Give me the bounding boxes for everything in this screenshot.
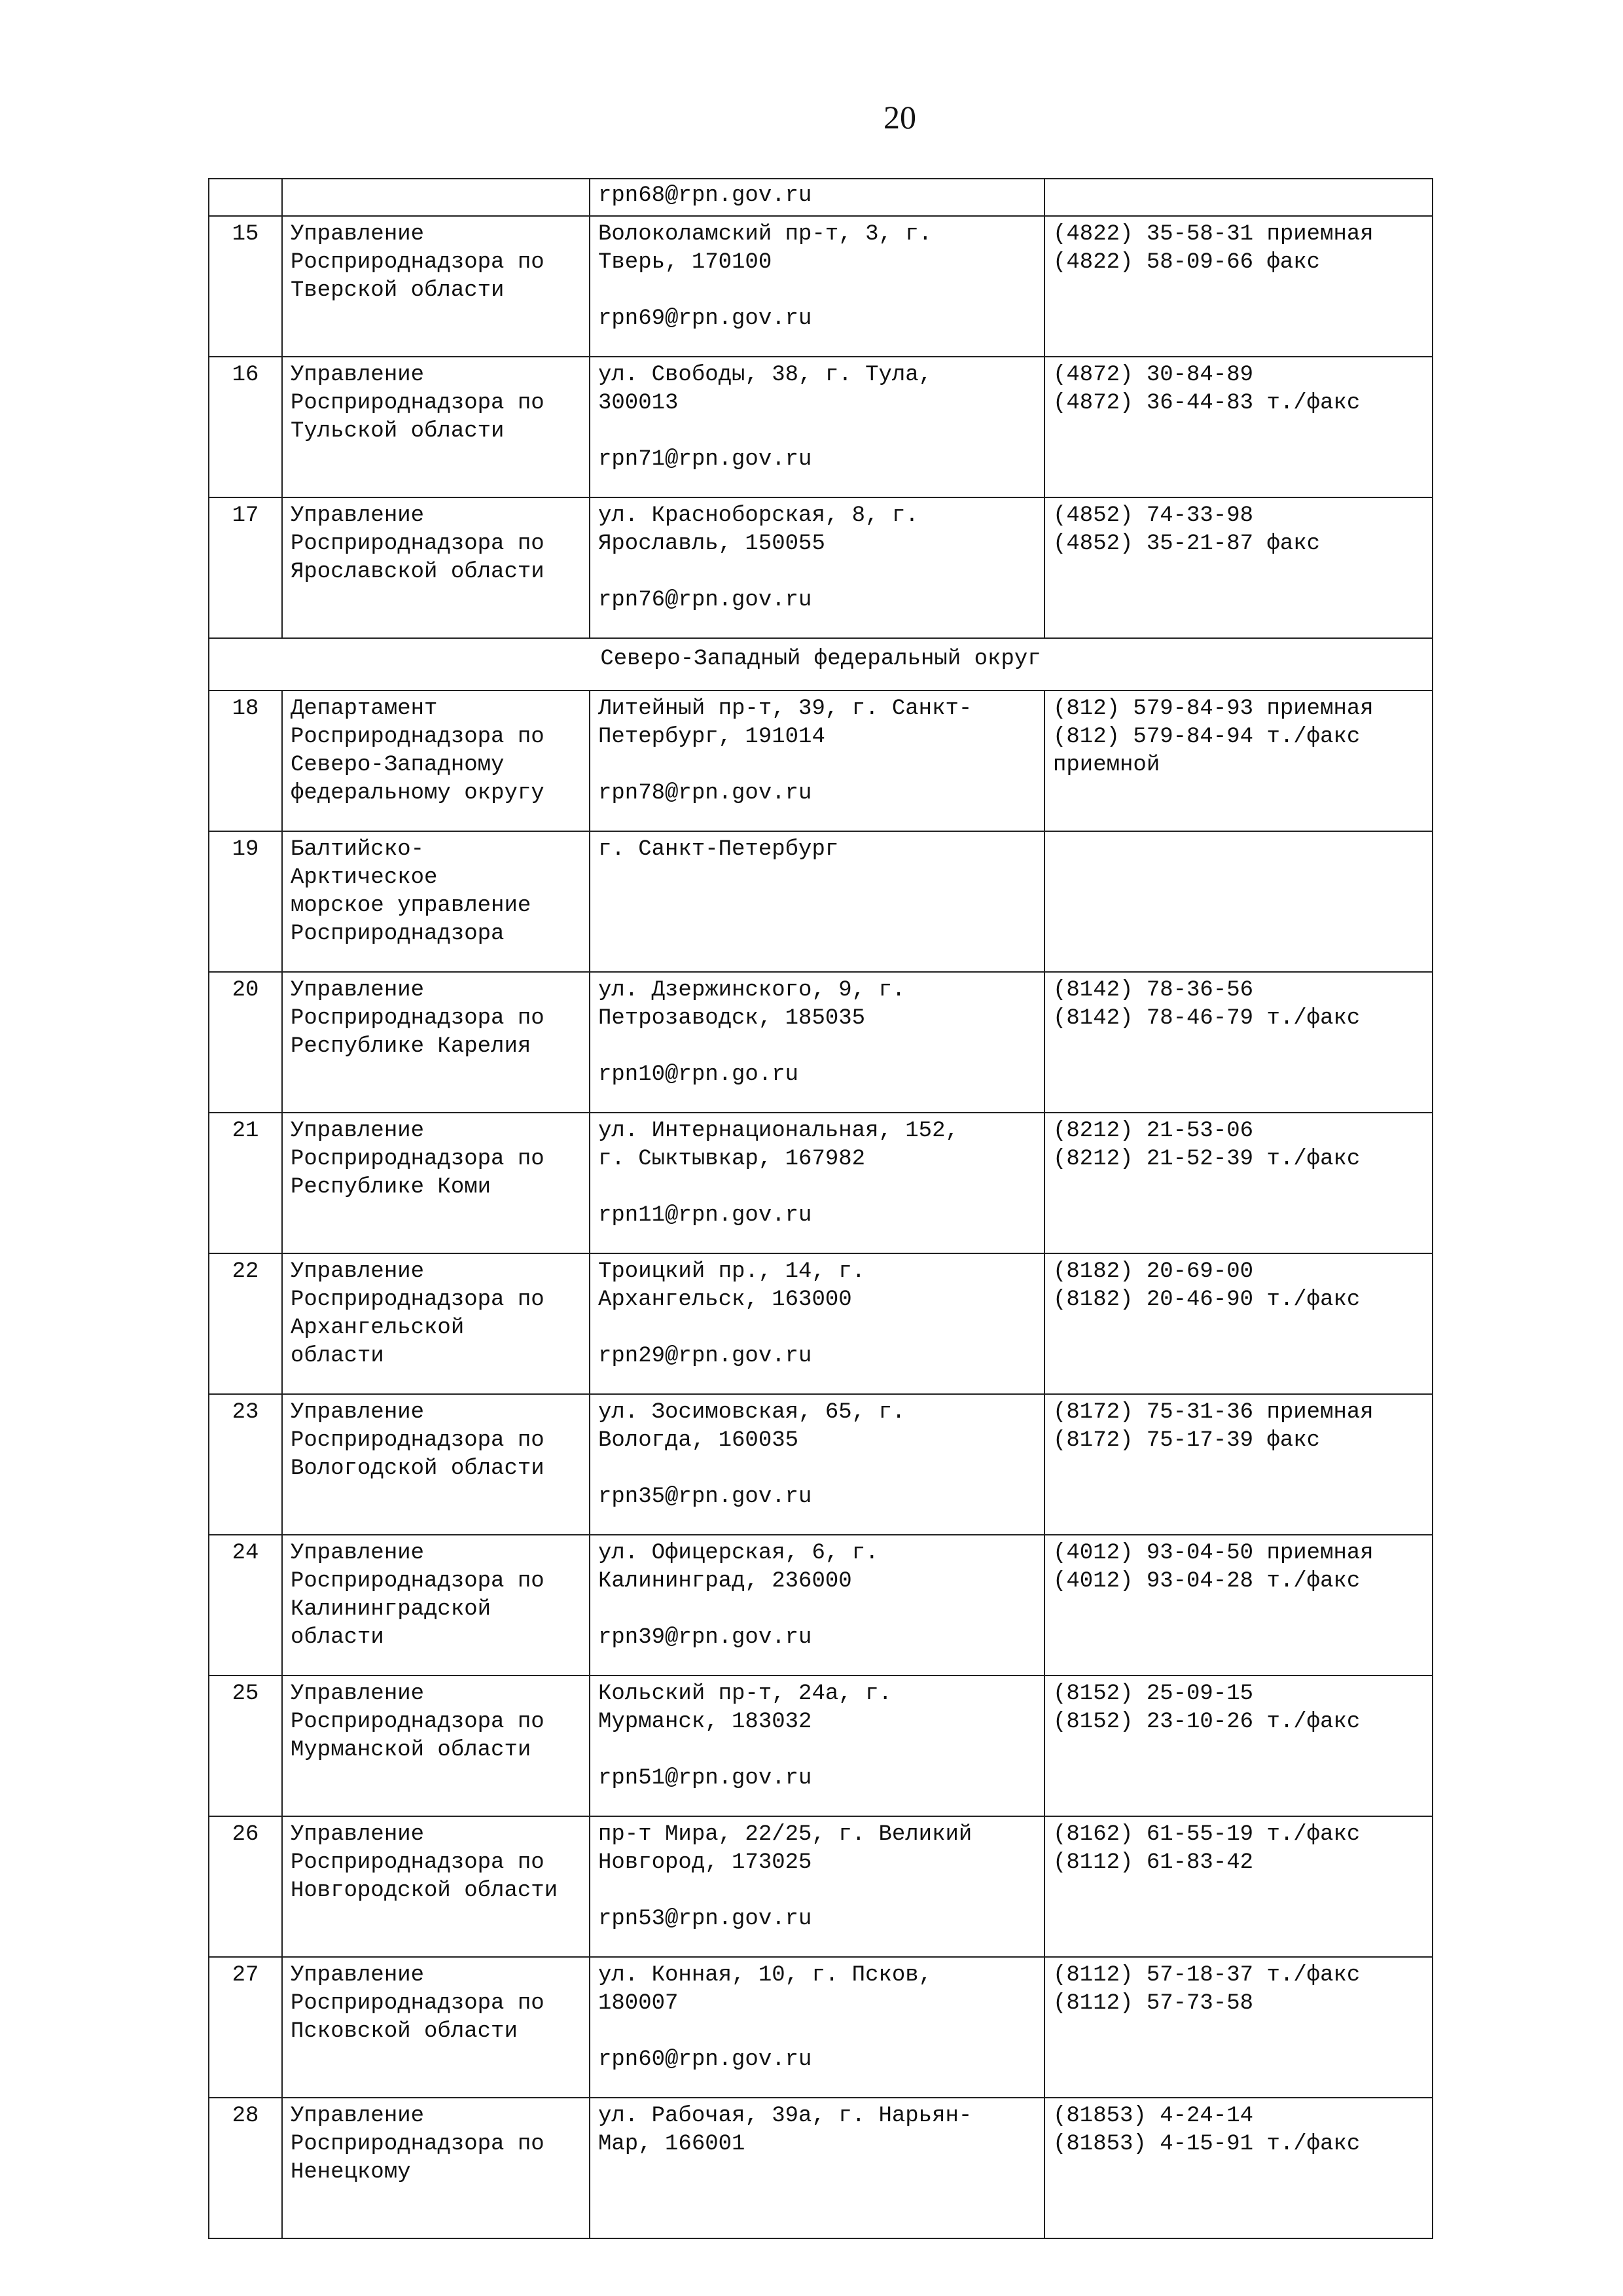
- row-number: 23: [209, 1394, 282, 1535]
- organization-name-line: Новгородской области: [291, 1878, 558, 1903]
- organization-name-line: Республике Карелия: [291, 1034, 531, 1059]
- organization-cell: [282, 1113, 590, 1253]
- organization-cell: [282, 831, 590, 972]
- phone-line: (4012) 93-04-28 т./факс: [1053, 1569, 1361, 1594]
- email-cell: rpn68@rpn.gov.ru: [590, 179, 1044, 216]
- email-address: rpn60@rpn.gov.ru: [598, 2047, 812, 2072]
- phone-line: (4822) 35-58-31 приемная: [1053, 222, 1374, 247]
- organization-cell: [282, 2098, 590, 2238]
- email-address: rpn71@rpn.gov.ru: [598, 447, 812, 472]
- organization-name-line: Архангельской: [291, 1316, 465, 1340]
- table-row: [209, 691, 1433, 831]
- organization-name-line: Псковской области: [291, 2019, 518, 2044]
- phone-line: (4872) 30-84-89: [1053, 363, 1254, 387]
- organization-name-line: Управление: [291, 1963, 425, 1988]
- organization-name-line: Управление: [291, 2104, 425, 2128]
- phone-line: приемной: [1053, 753, 1160, 778]
- table-row: [209, 497, 1433, 638]
- phone-line: (4872) 36-44-83 т./факс: [1053, 391, 1361, 416]
- row-number: 28: [209, 2098, 282, 2238]
- organization-name-line: Калининградской: [291, 1597, 491, 1622]
- table-row: [209, 1816, 1433, 1957]
- phone-line: (8112) 57-18-37 т./факс: [1053, 1963, 1361, 1988]
- phone-cell: [1044, 1957, 1433, 2098]
- address-line: 180007: [598, 1991, 679, 2016]
- organization-name-line: Управление: [291, 222, 425, 247]
- phone-cell: [1044, 972, 1433, 1113]
- organization-name-line: Ярославской области: [291, 560, 544, 584]
- organization-name-line: Росприроднадзора по: [291, 391, 544, 416]
- address-cell: [590, 831, 1044, 972]
- phone-line: (4822) 58-09-66 факс: [1053, 250, 1321, 275]
- phone-line: (8212) 21-53-06: [1053, 1119, 1254, 1143]
- organization-name-line: Управление: [291, 1822, 425, 1847]
- organization-name-line: Управление: [291, 1119, 425, 1143]
- organization-name-line: Вологодской области: [291, 1456, 544, 1481]
- organization-name-line: Росприроднадзора по: [291, 1287, 544, 1312]
- organization-cell: [282, 691, 590, 831]
- address-cell: [590, 1957, 1044, 2098]
- phone-line: (8172) 75-31-36 приемная: [1053, 1400, 1374, 1425]
- organization-name-line: Росприроднадзора по: [291, 1710, 544, 1734]
- organization-name-line: Управление: [291, 1400, 425, 1425]
- phone-cell: [1044, 216, 1433, 357]
- phone-line: (8172) 75-17-39 факс: [1053, 1428, 1321, 1453]
- address-line: пр-т Мира, 22/25, г. Великий: [598, 1822, 972, 1847]
- organization-name-line: Росприроднадзора по: [291, 1991, 544, 2016]
- address-line: Петербург, 191014: [598, 725, 825, 749]
- organization-name-line: Росприроднадзора по: [291, 1147, 544, 1172]
- row-number: 21: [209, 1113, 282, 1253]
- table-row: [209, 972, 1433, 1113]
- row-number: 25: [209, 1676, 282, 1816]
- phone-cell: [1044, 497, 1433, 638]
- table-row: [209, 1676, 1433, 1816]
- organization-name-line: Управление: [291, 363, 425, 387]
- address-line: Петрозаводск, 185035: [598, 1006, 866, 1031]
- row-number: 26: [209, 1816, 282, 1957]
- section-header-group: [209, 638, 1433, 691]
- phone-cell: [1044, 357, 1433, 497]
- phone-line: (4852) 35-21-87 факс: [1053, 531, 1321, 556]
- organization-name-line: области: [291, 1344, 384, 1369]
- phone-line: (8162) 61-55-19 т./факс: [1053, 1822, 1361, 1847]
- organization-name-line: Росприроднадзора по: [291, 725, 544, 749]
- phone-cell: [1044, 1253, 1433, 1394]
- phone-line: (81853) 4-15-91 т./факс: [1053, 2132, 1361, 2157]
- address-cell: [590, 1113, 1044, 1253]
- organization-name-line: Ненецкому: [291, 2160, 411, 2185]
- address-cell: [590, 2098, 1044, 2238]
- address-line: Мурманск, 183032: [598, 1710, 812, 1734]
- organization-name-line: Республике Коми: [291, 1175, 491, 1200]
- table-body-northwest: [209, 691, 1433, 2238]
- address-cell: [590, 972, 1044, 1113]
- address-cell: [590, 1535, 1044, 1676]
- phone-cell: [1044, 1816, 1433, 1957]
- address-line: г. Сыктывкар, 167982: [598, 1147, 866, 1172]
- table-row: [209, 216, 1433, 357]
- organization-name-line: Росприроднадзора: [291, 922, 505, 946]
- table-row: [209, 831, 1433, 972]
- organization-cell: [282, 972, 590, 1113]
- phone-cell: [1044, 1535, 1433, 1676]
- rpn-directory-table: [208, 178, 1433, 2239]
- organization-cell: [282, 1816, 590, 1957]
- organization-name-line: области: [291, 1625, 384, 1650]
- address-line: г. Санкт-Петербург: [598, 837, 839, 862]
- address-cell: [590, 1816, 1044, 1957]
- row-number: 20: [209, 972, 282, 1113]
- phone-line: (8212) 21-52-39 т./факс: [1053, 1147, 1361, 1172]
- row-number: 17: [209, 497, 282, 638]
- address-cell: [590, 216, 1044, 357]
- row-number: 27: [209, 1957, 282, 2098]
- row-number: 15: [209, 216, 282, 357]
- email-address: rpn53@rpn.gov.ru: [598, 1907, 812, 1931]
- address-line: Кольский пр-т, 24а, г.: [598, 1681, 892, 1706]
- phone-line: (8152) 25-09-15: [1053, 1681, 1254, 1706]
- email-address: rpn78@rpn.gov.ru: [598, 781, 812, 806]
- organization-name-line: Мурманской области: [291, 1738, 531, 1763]
- organization-name-line: Росприроднадзора по: [291, 1569, 544, 1594]
- email-address: rpn10@rpn.go.ru: [598, 1062, 799, 1087]
- email-address: rpn51@rpn.gov.ru: [598, 1766, 812, 1791]
- organization-name-line: Управление: [291, 1259, 425, 1284]
- section-title: Северо-Западный федеральный округ: [209, 638, 1433, 691]
- row-number: 18: [209, 691, 282, 831]
- address-cell: [590, 1394, 1044, 1535]
- row-number: 22: [209, 1253, 282, 1394]
- phone-line: (8182) 20-69-00: [1053, 1259, 1254, 1284]
- address-line: ул. Зосимовская, 65, г.: [598, 1400, 906, 1425]
- organization-name-line: Управление: [291, 978, 425, 1003]
- address-line: Мар, 166001: [598, 2132, 745, 2157]
- organization-name-line: Тверской области: [291, 278, 505, 303]
- table-row: [209, 1253, 1433, 1394]
- phone-line: (8142) 78-46-79 т./факс: [1053, 1006, 1361, 1031]
- organization-cell: [282, 1535, 590, 1676]
- organization-name-line: Балтийско-: [291, 837, 425, 862]
- organization-cell: [282, 1676, 590, 1816]
- email-address: rpn29@rpn.gov.ru: [598, 1344, 812, 1369]
- address-line: Литейный пр-т, 39, г. Санкт-: [598, 696, 972, 721]
- table-row: [209, 1394, 1433, 1535]
- section-header-row: [209, 638, 1433, 691]
- email-address: rpn35@rpn.gov.ru: [598, 1484, 812, 1509]
- phone-line: (8182) 20-46-90 т./факс: [1053, 1287, 1361, 1312]
- address-line: ул. Рабочая, 39а, г. Нарьян-: [598, 2104, 972, 2128]
- phone-line: (4012) 93-04-50 приемная: [1053, 1541, 1374, 1566]
- organization-cell: [282, 1394, 590, 1535]
- address-cell: [590, 497, 1044, 638]
- organization-name-line: Управление: [291, 1541, 425, 1566]
- organization-name-line: Росприроднадзора по: [291, 1428, 544, 1453]
- email-address: rpn76@rpn.gov.ru: [598, 588, 812, 613]
- phone-cell: [1044, 2098, 1433, 2238]
- organization-name-line: морское управление: [291, 893, 531, 918]
- address-line: Новгород, 173025: [598, 1850, 812, 1875]
- phone-cell: [1044, 1676, 1433, 1816]
- table-row: [209, 2098, 1433, 2238]
- organization-name-line: Управление: [291, 503, 425, 528]
- phone-cell: [1044, 1113, 1433, 1253]
- organization-name-line: Росприроднадзора по: [291, 1006, 544, 1031]
- address-line: ул. Конная, 10, г. Псков,: [598, 1963, 933, 1988]
- address-line: Вологда, 160035: [598, 1428, 799, 1453]
- row-number: 24: [209, 1535, 282, 1676]
- address-line: ул. Свободы, 38, г. Тула,: [598, 363, 933, 387]
- address-line: ул. Интернациональная, 152,: [598, 1119, 959, 1143]
- email-address: rpn69@rpn.gov.ru: [598, 306, 812, 331]
- email-address: rpn39@rpn.gov.ru: [598, 1625, 812, 1650]
- phone-line: (81853) 4-24-14: [1053, 2104, 1254, 2128]
- table-row: [209, 1113, 1433, 1253]
- address-line: ул. Красноборская, 8, г.: [598, 503, 919, 528]
- phone-line: (812) 579-84-93 приемная: [1053, 696, 1374, 721]
- address-cell: [590, 691, 1044, 831]
- address-cell: [590, 357, 1044, 497]
- table-row: [209, 357, 1433, 497]
- address-line: Тверь, 170100: [598, 250, 772, 275]
- organization-name-line: Росприроднадзора по: [291, 531, 544, 556]
- table-body-central: [209, 179, 1433, 638]
- organization-name-line: Северо-Западному: [291, 753, 505, 778]
- phone-line: (4852) 74-33-98: [1053, 503, 1254, 528]
- phone-cell: [1044, 1394, 1433, 1535]
- organization-name-line: Росприроднадзора по: [291, 1850, 544, 1875]
- organization-cell: [282, 1957, 590, 2098]
- organization-name-line: Департамент: [291, 696, 438, 721]
- address-line: ул. Дзержинского, 9, г.: [598, 978, 906, 1003]
- phone-line: (8112) 57-73-58: [1053, 1991, 1254, 2016]
- organization-name-line: Управление: [291, 1681, 425, 1706]
- address-line: Калининград, 236000: [598, 1569, 852, 1594]
- phone-cell: [1044, 831, 1433, 972]
- continuation-row: [209, 179, 1433, 216]
- row-number: 19: [209, 831, 282, 972]
- address-line: Троицкий пр., 14, г.: [598, 1259, 866, 1284]
- organization-name-line: Росприроднадзора по: [291, 250, 544, 275]
- address-cell: [590, 1676, 1044, 1816]
- table-row: [209, 1957, 1433, 2098]
- page-number: 20: [883, 99, 916, 135]
- organization-name-line: Арктическое: [291, 865, 438, 890]
- row-number: 16: [209, 357, 282, 497]
- phone-line: (8112) 61-83-42: [1053, 1850, 1254, 1875]
- organization-name-line: Росприроднадзора по: [291, 2132, 544, 2157]
- address-line: 300013: [598, 391, 679, 416]
- address-line: Ярославль, 150055: [598, 531, 825, 556]
- address-line: Архангельск, 163000: [598, 1287, 852, 1312]
- phone-cell: [1044, 691, 1433, 831]
- organization-cell: [282, 357, 590, 497]
- organization-cell: [282, 497, 590, 638]
- organization-name-line: федеральному округу: [291, 781, 544, 806]
- address-cell: [590, 1253, 1044, 1394]
- phone-line: (812) 579-84-94 т./факс: [1053, 725, 1361, 749]
- organization-cell: [282, 1253, 590, 1394]
- phone-line: (8152) 23-10-26 т./факс: [1053, 1710, 1361, 1734]
- address-line: Волоколамский пр-т, 3, г.: [598, 222, 933, 247]
- table-row: [209, 1535, 1433, 1676]
- organization-name-line: Тульской области: [291, 419, 505, 444]
- phone-line: (8142) 78-36-56: [1053, 978, 1254, 1003]
- address-line: ул. Офицерская, 6, г.: [598, 1541, 879, 1566]
- organization-cell: [282, 216, 590, 357]
- email-address: rpn11@rpn.gov.ru: [598, 1203, 812, 1228]
